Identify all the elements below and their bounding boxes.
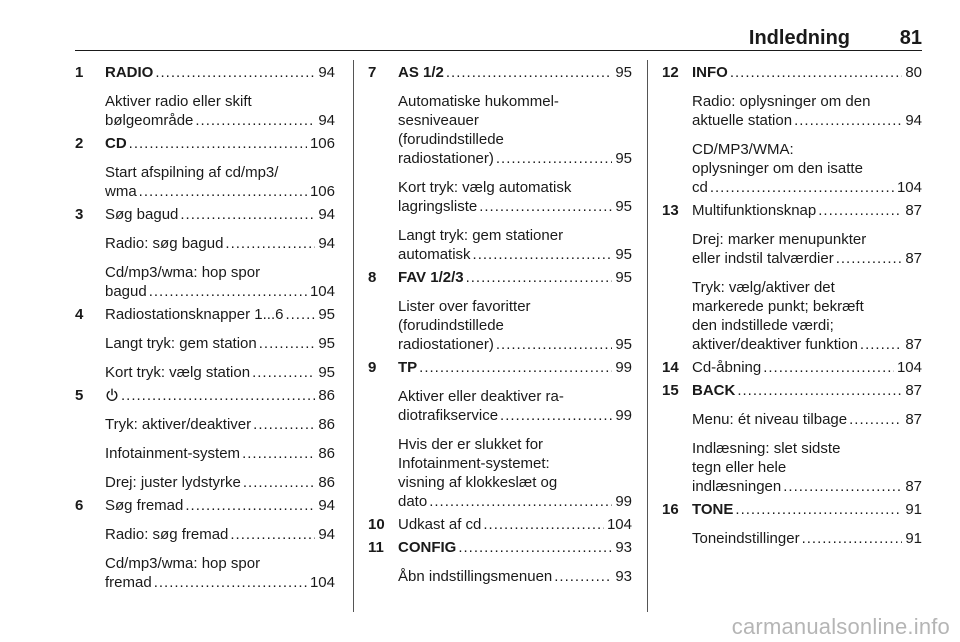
page-ref: 94 [318, 206, 335, 223]
page-ref: 106 [309, 183, 335, 200]
entry-12 [662, 63, 922, 197]
page-ref: 80 [905, 64, 922, 81]
entry-number: 13 [662, 202, 679, 219]
page-ref: 86 [318, 474, 335, 491]
page-ref: 95 [615, 246, 632, 263]
entry-number: 8 [368, 269, 377, 286]
sub-entry: Hvis der er slukket for Infotainment-systemet: visning af klokkeslæt og dato ..... 99 [398, 435, 632, 511]
page-ref: 104 [309, 283, 335, 300]
sub-entry: Cd/mp3/wma: hop spor fremad ..... 104 [105, 554, 335, 592]
page-ref: 93 [615, 539, 632, 556]
entry-number: 15 [662, 382, 679, 399]
entry-3 [75, 205, 335, 301]
entry-4 [75, 305, 335, 382]
entry-number: 6 [75, 497, 84, 514]
page-ref: 95 [615, 269, 632, 286]
page-ref: 95 [318, 306, 335, 323]
entry-5 [75, 386, 335, 492]
page-ref: 95 [615, 64, 632, 81]
entry-2 [75, 134, 335, 201]
sub-entry: Start afspilning af cd/mp3/ wma ..... 106 [105, 163, 335, 201]
page-ref: 94 [318, 497, 335, 514]
entry-title: Søg bagud [105, 206, 179, 223]
sub-entry: Infotainment-system ..... 86 [105, 444, 335, 463]
page-ref: 95 [318, 364, 335, 381]
entry-number: 12 [662, 64, 679, 81]
sub-entry: Åbn indstillingsmenuen ..... 93 [398, 567, 632, 586]
sub-entry: Kort tryk: vælg automatisk lagringsliste ..... 95 [398, 178, 632, 216]
page-ref: 93 [615, 568, 632, 585]
entry-number: 14 [662, 359, 679, 376]
sub-entry: Kort tryk: vælg station ..... 95 [105, 363, 335, 382]
entry-title: Udkast af cd [398, 516, 482, 533]
entry-7 [368, 63, 632, 264]
page-ref: 94 [318, 112, 335, 129]
page-ref: 94 [905, 112, 922, 129]
page-ref: 106 [309, 135, 335, 152]
page-ref: 95 [615, 198, 632, 215]
entry-1 [75, 63, 335, 130]
page-header [75, 24, 922, 51]
power-icon [105, 388, 119, 402]
entry-title: TP [398, 359, 418, 376]
entry-title: INFO [692, 64, 728, 81]
entry-8 [368, 268, 632, 354]
page-ref: 87 [905, 250, 922, 267]
column-divider-2 [647, 60, 648, 612]
sub-entry: Radio: oplysninger om den aktuelle station ..... 94 [692, 92, 922, 130]
page-ref: 104 [896, 179, 922, 196]
page-number: 81 [899, 27, 922, 49]
entry-title: Cd-åbning [692, 359, 762, 376]
entry-15 [662, 381, 922, 496]
column-1 [75, 63, 335, 596]
page-ref: 86 [318, 387, 335, 404]
entry-title: CD [105, 135, 127, 152]
page-ref: 87 [905, 336, 922, 353]
sub-entry: Aktiver radio eller skift bølgeområde ..... 94 [105, 92, 335, 130]
page-ref: 104 [896, 359, 922, 376]
entry-number: 9 [368, 359, 377, 376]
sub-entry: Aktiver eller deaktiver ra- diotrafikservice ..... 99 [398, 387, 632, 425]
entry-number: 5 [75, 387, 84, 404]
sub-entry: Langt tryk: gem station ..... 95 [105, 334, 335, 353]
entry-14 [662, 358, 922, 377]
page-ref: 99 [615, 493, 632, 510]
entry-9 [368, 358, 632, 511]
entry-title: TONE [692, 501, 734, 518]
sub-entry: Drej: juster lydstyrke ..... 86 [105, 473, 335, 492]
entry-16 [662, 500, 922, 548]
page-ref: 87 [905, 478, 922, 495]
entry-title: Søg fremad [105, 497, 184, 514]
entry-number: 2 [75, 135, 84, 152]
entry-title: AS 1/2 [398, 64, 444, 81]
entry-number: 10 [368, 516, 385, 533]
sub-entry: Radio: søg fremad ..... 94 [105, 525, 335, 544]
page-ref: 95 [318, 335, 335, 352]
page-ref: 99 [615, 359, 632, 376]
entry-number: 11 [368, 539, 384, 556]
entry-title: Radiostationsknapper 1...6 [105, 306, 284, 323]
page-ref: 95 [615, 336, 632, 353]
entry-11 [368, 538, 632, 586]
sub-entry: Cd/mp3/wma: hop spor bagud ..... 104 [105, 263, 335, 301]
page-ref: 91 [905, 530, 922, 547]
sub-entry: Drej: marker menupunkter eller indstil talværdier ..... 87 [692, 230, 922, 268]
page-ref: 94 [318, 64, 335, 81]
sub-entry: Automatiske hukommel- sesniveauer (forudindstillede radiostationer) ..... 95 [398, 92, 632, 168]
column-divider-1 [353, 60, 354, 612]
entry-6 [75, 496, 335, 592]
entry-title: CONFIG [398, 539, 457, 556]
sub-entry: Tryk: aktiver/deaktiver ..... 86 [105, 415, 335, 434]
page-ref: 94 [318, 235, 335, 252]
page-ref: 87 [905, 411, 922, 428]
page-ref: 94 [318, 526, 335, 543]
entry-title: Multifunktionsknap [692, 202, 817, 219]
page-title: Indledning [748, 27, 850, 49]
entry-title: BACK [692, 382, 736, 399]
page-ref: 87 [905, 382, 922, 399]
page-ref: 99 [615, 407, 632, 424]
page-ref: 86 [318, 416, 335, 433]
entry-number: 1 [75, 64, 84, 81]
column-2 [368, 63, 632, 590]
column-3 [662, 63, 922, 552]
sub-entry: Indlæsning: slet sidste tegn eller hele indlæsningen ..... 87 [692, 439, 922, 496]
entry-13 [662, 201, 922, 354]
sub-entry: Radio: søg bagud ..... 94 [105, 234, 335, 253]
page-ref: 95 [615, 150, 632, 167]
sub-entry: CD/MP3/WMA: oplysninger om den isatte cd ..... 104 [692, 140, 922, 197]
sub-entry: Lister over favoritter (forudindstillede radiostationer) ..... 95 [398, 297, 632, 354]
page-ref: 87 [905, 202, 922, 219]
page-ref: 86 [318, 445, 335, 462]
entry-number: 4 [75, 306, 84, 323]
watermark: carmanualsonline.info [731, 614, 950, 639]
entry-number: 16 [662, 501, 679, 518]
sub-entry: Menu: ét niveau tilbage ..... 87 [692, 410, 922, 429]
page-ref: 104 [606, 516, 632, 533]
entry-title: RADIO [105, 64, 154, 81]
entry-number: 7 [368, 64, 377, 81]
sub-entry: Toneindstillinger ..... 91 [692, 529, 922, 548]
entry-title: FAV 1/2/3 [398, 269, 464, 286]
entry-number: 3 [75, 206, 84, 223]
page-ref: 91 [905, 501, 922, 518]
sub-entry: Tryk: vælg/aktiver det markerede punkt; bekræft den indstillede værdi; aktiver/deaktiver funktion ..... 87 [692, 278, 922, 354]
entry-10 [368, 515, 632, 534]
sub-entry: Langt tryk: gem stationer automatisk ..... 95 [398, 226, 632, 264]
page-ref: 104 [309, 574, 335, 591]
